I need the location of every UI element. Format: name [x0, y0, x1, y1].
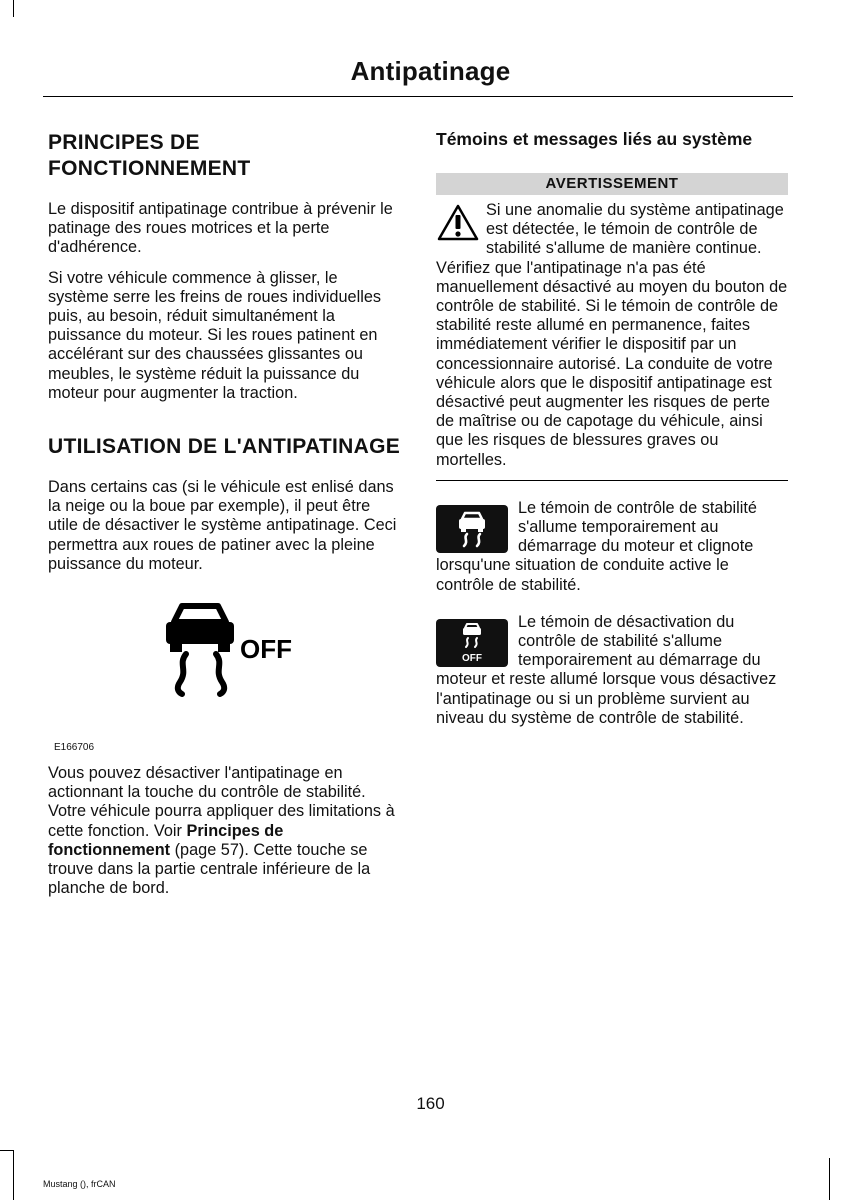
header-rule: [43, 96, 793, 97]
principles-paragraph-2: Si votre véhicule commence à glisser, le système serre les freins de roues individuelles puis, au besoin, réduit simultanément la puissance du moteur. Si les roues patinent en accélérant sur des chaussées glissantes ou meubles, le système réduit la puissance du moteur pour augmenter la traction.: [48, 268, 382, 402]
warning-heading-bar: AVERTISSEMENT: [436, 173, 788, 195]
crop-mark-bottom-left: [13, 1150, 14, 1200]
crop-mark-bottom-left-h: [0, 1150, 14, 1151]
crop-mark-bottom-right: [829, 1158, 830, 1200]
page-header-title: Antipatinage: [350, 56, 511, 86]
stability-lamp-text: Le témoin de contrôle de stabilité s'allume temporairement au démarrage du moteur et clignote lorsqu'une situation de conduite active le contrôle de stabilité.: [436, 498, 757, 594]
stability-control-lamp-icon: [436, 505, 508, 553]
section-title-principles: PRINCIPES DE FONCTIONNEMENT: [48, 131, 251, 180]
stability-off-lamp-block: [436, 613, 788, 728]
warning-bottom-rule: [436, 480, 788, 481]
warning-triangle-icon: [436, 203, 480, 243]
traction-control-off-icon: [164, 602, 294, 698]
footer-text: Mustang (), frCAN: [43, 1179, 116, 1189]
left-column: [48, 130, 402, 909]
warning-text: Si une anomalie du système antipatinage est détectée, le témoin de contrôle de stabilité s'allume de manière continue. Vérifiez que l'antipatinage n'a pas été manuellement désactivé au moyen du bouton de contrôle de stabilité. Si le témoin de contrôle de stabilité reste allumé en permanence, faites immédiatement vérifier le dispositif par un concessionnaire autorisé. La conduite de votre véhicule alors que le dispositif antipatinage est désactivé peut augmenter les risques de perte de maîtrise ou de capotage du véhicule, ainsi que les risques de blessures graves ou mortelles.: [436, 201, 788, 469]
crop-mark-top-left: [13, 0, 14, 17]
usage-paragraph-1: Dans certains cas (si le véhicule est enlisé dans la neige ou la boue par exemple), il peut être utile de désactiver le système antipatinage. Ceci permettra aux roues de patiner avec la pleine puissance du moteur.: [48, 478, 397, 573]
stability-control-off-lamp-icon: [436, 619, 508, 667]
subsection-title-indicators: Témoins et messages liés au système: [436, 129, 753, 149]
usage-paragraph-2-text-b: (page 57). Cette touche se trouve dans la partie centrale inférieure de la planche de bord.: [48, 840, 371, 898]
traction-off-figure: [48, 602, 402, 764]
usage-paragraph-2: [48, 764, 402, 898]
page-number: 160: [416, 1094, 445, 1113]
usage-paragraph-2-text-a: Vous pouvez désactiver l'antipatinage en actionnant la touche du contrôle de stabilité. Votre véhicule pourra appliquer des limitations à cette fonction. Voir: [48, 764, 395, 840]
section-title-usage: UTILISATION DE L'ANTIPATINAGE: [48, 435, 401, 459]
principles-paragraph-1: Le dispositif antipatinage contribue à prévenir le patinage des roues motrices et la perte d'adhérence.: [48, 200, 393, 257]
right-column: [436, 130, 788, 746]
warning-block: [436, 201, 788, 470]
lamp-off-label: OFF: [462, 652, 482, 664]
stability-lamp-block: [436, 499, 788, 595]
figure-id: E166706: [54, 742, 95, 754]
stability-off-lamp-text: Le témoin de désactivation du contrôle de stabilité s'allume temporairement au démarrage du moteur et reste allumé lorsque vous désactivez l'antipatinage ou si un problème survient au niveau du système de contrôle de stabilité.: [436, 612, 777, 727]
cross-reference-link[interactable]: Principes de fonctionnement: [48, 821, 284, 859]
figure-off-label: OFF: [240, 634, 292, 665]
